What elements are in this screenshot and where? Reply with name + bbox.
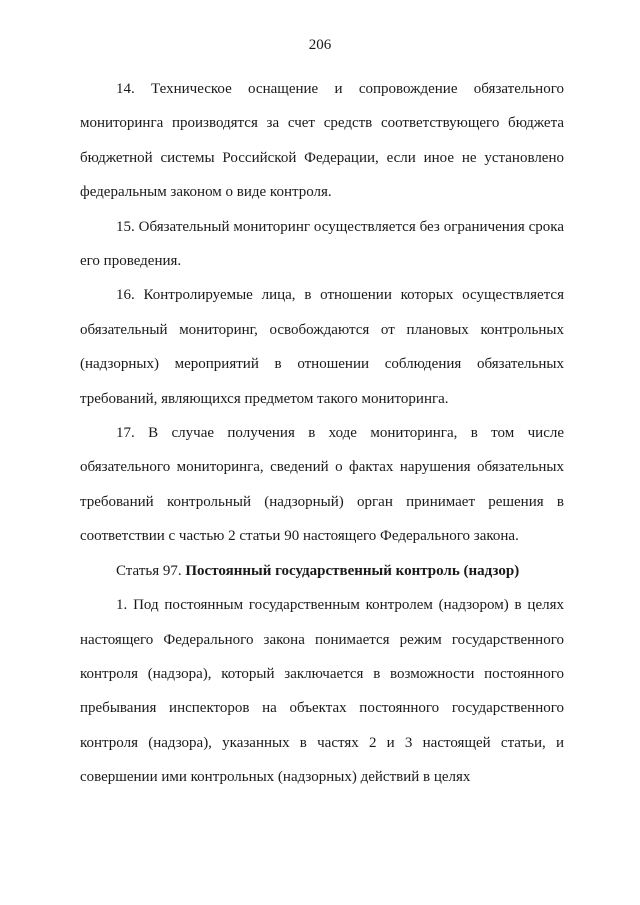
paragraph-15: 15. Обязательный мониторинг осуществляется без ограничения срока его проведения. xyxy=(80,218,564,270)
paragraph-16: 16. Контролируемые лица, в отношении которых осуществляется обязательный мониторинг, освобождаются от плановых контрольных (надзорных) мероприятий в отношении соблюдения обязательных требований, являющихся предметом такого мониторинга. xyxy=(80,287,564,407)
article-label: Статья 97. xyxy=(116,562,182,579)
article-title: Постоянный государственный контроль (надзор) xyxy=(185,562,520,579)
document-body xyxy=(80,72,564,795)
article-heading xyxy=(80,554,564,588)
paragraph-17: 17. В случае получения в ходе мониторинга, в том числе обязательного мониторинга, сведений о фактах нарушения обязательных требований контрольный (надзорный) орган принимает решения в соответствии с частью 2 статьи 90 настоящего Федерального закона. xyxy=(80,425,564,545)
paragraph-14: 14. Техническое оснащение и сопровождение обязательного мониторинга производятся за счет средств соответствующего бюджета бюджетной системы Российской Федерации, если иное не установлено федеральным законом о виде контроля. xyxy=(80,81,564,201)
page-number: 206 xyxy=(308,37,332,53)
article-paragraph-1: 1. Под постоянным государственным контролем (надзором) в целях настоящего Федерального закона понимается режим государственного контроля (надзора), который заключается в возможности постоянного пребывания инспекторов на объектах постоянного государственного контроля (надзора), указанных в частях 2 и 3 настоящей статьи, и совершении ими контрольных (надзорных) действий в целях xyxy=(80,597,564,786)
